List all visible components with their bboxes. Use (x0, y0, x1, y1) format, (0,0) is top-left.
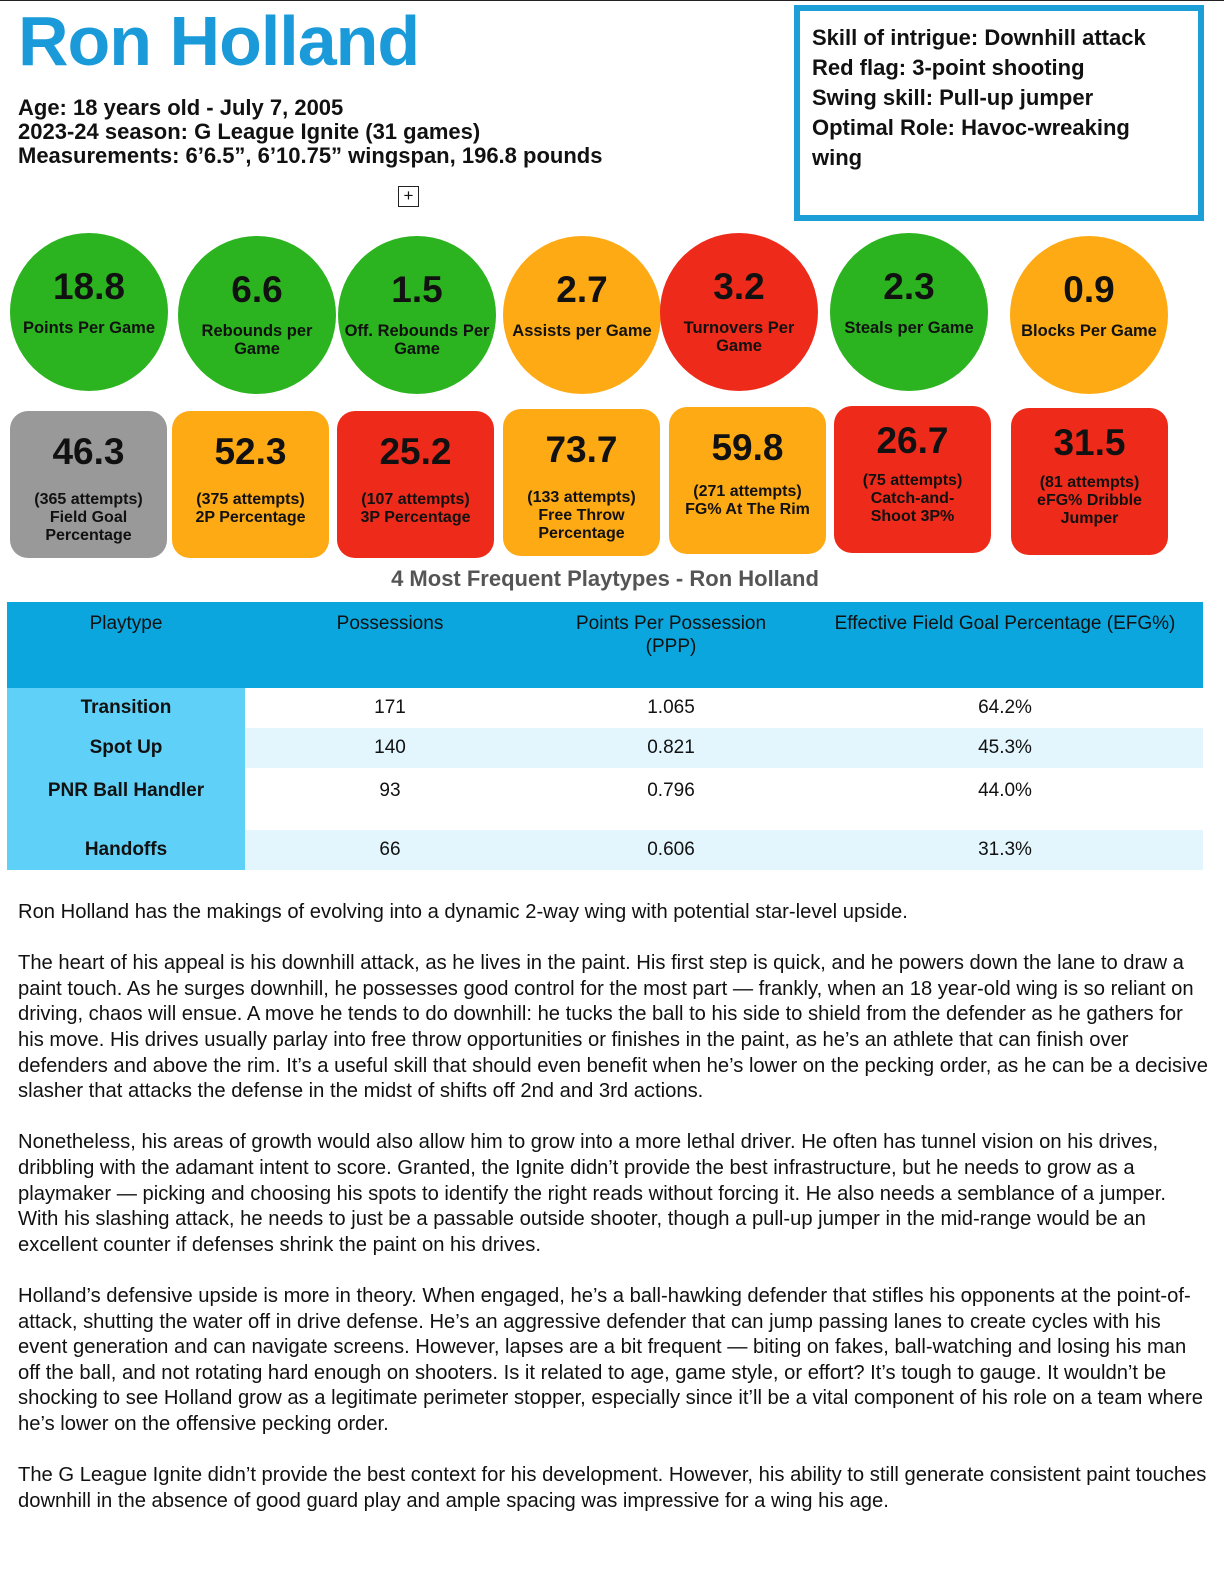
table-cell: Handoffs (7, 830, 245, 870)
table-cell: 0.821 (535, 728, 807, 768)
table-cell: 45.3% (807, 728, 1203, 768)
table-cell: Spot Up (7, 728, 245, 768)
stat-attempts: (81 attempts) (1039, 474, 1140, 491)
player-season: 2023-24 season: G League Ignite (31 games) (18, 119, 481, 144)
stat-value: 2.3 (883, 266, 935, 307)
plus-square-icon[interactable]: + (398, 186, 419, 207)
stat-value: 46.3 (52, 431, 125, 472)
stat-circle-steals (830, 233, 988, 391)
stat-value: 0.9 (1063, 269, 1115, 310)
stat-value: 1.5 (391, 269, 443, 310)
table-row (7, 830, 1203, 870)
stat-label: Blocks Per Game (1021, 322, 1157, 340)
stat-label (14, 491, 163, 545)
stat-label: Points Per Game (22, 319, 156, 337)
table-cell: 171 (374, 697, 406, 718)
scouting-report (18, 900, 1208, 1540)
table-header-row (7, 602, 1203, 688)
table-cell: 31.3% (807, 830, 1203, 870)
stat-tile-2p-pct (172, 411, 329, 558)
stat-attempts: (107 attempts) (361, 491, 470, 508)
stat-label (176, 491, 325, 527)
stat-circle-off-rebounds (338, 236, 496, 394)
stat-value: 31.5 (1053, 422, 1126, 463)
table-cell: 64.2% (978, 697, 1032, 718)
stat-label: Rebounds per Game (201, 322, 313, 358)
column-header: Points Per Possession (PPP) (535, 602, 807, 688)
skill-swing: Swing skill: Pull-up jumper (812, 85, 1094, 110)
report-paragraph: Nonetheless, his areas of growth would also allow him to grow into a more lethal driver. He often has tunnel vision on his drives, dribbling with the adamant intent to score. Granted, the Ignite didn’t provide the best infrastructure, but he needs to grow as a playmaker — picking and choosing his spots to identify the right reads without forcing it. He also needs a semblance of a jumper. With his slashing attack, he needs to just be a passable outside shooter, though a pull-up jumper in the mid-range would be an excellent counter if defenses shrink the paint on his drives. (18, 1131, 1166, 1256)
table-row (7, 688, 1203, 728)
stat-tile-dribble-jumper (1011, 408, 1168, 555)
stat-value: 26.7 (876, 420, 949, 461)
stat-label (341, 491, 490, 527)
column-header: Effective Field Goal Percentage (EFG%) (807, 602, 1203, 688)
table-cell: 140 (245, 728, 535, 768)
table-cell: 0.606 (535, 830, 807, 870)
stat-tile-fg-pct (10, 411, 167, 558)
report-paragraph: The G League Ignite didn’t provide the best context for his development. However, his ability to still generate consistent paint touches downhill in the absence of good guard play and ample spacing was impressive for a wing his age. (18, 1464, 1207, 1512)
stat-attempts: (271 attempts) (693, 483, 802, 500)
stat-circle-points (10, 233, 168, 391)
stat-attempts: (75 attempts) (862, 472, 963, 489)
stat-caption: 3P Percentage (360, 509, 471, 526)
skill-optimal-role: Optimal Role: Havoc-wreaking wing (812, 115, 1130, 170)
stat-label (1015, 474, 1164, 528)
stat-label: Assists per Game (512, 322, 652, 340)
player-name: Ron Holland (18, 2, 420, 80)
stat-label: Turnovers Per Game (683, 319, 795, 355)
stat-caption: 2P Percentage (195, 509, 306, 526)
stat-tile-3p-pct (337, 411, 494, 558)
table-cell: Transition (7, 688, 245, 728)
skills-box (794, 5, 1204, 221)
stat-value: 18.8 (52, 266, 125, 307)
stat-tile-catch-shoot (834, 406, 991, 553)
table-cell: 66 (245, 830, 535, 870)
table-cell: 44.0% (978, 780, 1032, 801)
table-row (7, 728, 1203, 768)
table-cell: PNR Ball Handler (7, 768, 245, 830)
column-header: Playtype (7, 602, 245, 688)
stat-circle-assists (503, 236, 661, 394)
player-bio (18, 96, 602, 168)
skill-intrigue: Skill of intrigue: Downhill attack (812, 25, 1146, 50)
playtypes-title: 4 Most Frequent Playtypes - Ron Holland (391, 566, 819, 591)
stat-caption: Free Throw Percentage (538, 507, 625, 542)
table-row (7, 768, 1203, 830)
stat-value: 3.2 (713, 266, 765, 307)
stat-attempts: (375 attempts) (196, 491, 305, 508)
stat-label: Steals per Game (844, 319, 974, 337)
stat-caption: FG% At The Rim (685, 501, 810, 518)
stat-tile-fg-at-rim (669, 407, 826, 554)
stat-label (507, 489, 656, 543)
stat-value: 6.6 (231, 269, 283, 310)
player-age: Age: 18 years old - July 7, 2005 (18, 95, 344, 120)
report-paragraph: Holland’s defensive upside is more in theory. When engaged, he’s a ball-hawking defender that stifles his opponents at the point-of-attack, shutting the water off in drive defense. He’s an aggressive defender that can jump passing lanes to create cycles with his event generation and can navigate screens. However, lapses are a bit frequent — biting on fakes, ball-watching and losing his man off the ball, and not rotating hard enough on shooters. Is it related to age, game style, or effort? It’s tough to gauge. It wouldn’t be shocking to see Holland grow as a legitimate perimeter stopper, especially since it’ll be a vital component of his role on a team where he’s lower on the offensive pecking order. (18, 1284, 1203, 1435)
stat-tile-ft-pct (503, 409, 660, 556)
stat-circle-turnovers (660, 233, 818, 391)
stat-value: 25.2 (379, 431, 452, 472)
report-paragraph: The heart of his appeal is his downhill attack, as he lives in the paint. His first step is quick, and he powers down the lane to draw a paint touch. As he surges downhill, he possesses good control for the most part — frankly, when an 18 year-old wing is so reliant on driving, chaos will ensue. A move he tends to do downhill: he tucks the ball to his side to shield from the defender as he gathers for his move. His drives usually parlay into free throw opportunities or finishes in the paint, as he’s an athlete that can finish over defenders and above the rim. It’s a useful skill that should even benefit when he’s lower on the pecking order, as he can be a decisive slasher that attacks the defense in the midst of shifts off 2nd and 3rd actions. (18, 952, 1208, 1103)
table-cell: 1.065 (647, 697, 695, 718)
stat-caption: Field Goal Percentage (45, 509, 132, 544)
player-measurements: Measurements: 6’6.5”, 6’10.75” wingspan, 196.8 pounds (18, 143, 603, 168)
report-paragraph: Ron Holland has the makings of evolving into a dynamic 2-way wing with potential star-level upside. (18, 901, 908, 923)
stat-label (673, 483, 822, 519)
stat-label: Off. Rebounds Per Game (344, 322, 490, 358)
stat-caption: eFG% Dribble Jumper (1037, 492, 1142, 527)
stat-attempts: (133 attempts) (527, 489, 636, 506)
stat-circle-rebounds (178, 236, 336, 394)
playtypes-table (7, 602, 1203, 870)
table-cell: 93 (379, 780, 401, 801)
stat-label (850, 472, 975, 526)
table-cell: 0.796 (647, 780, 695, 801)
stat-caption: Catch-and-Shoot 3P% (870, 490, 955, 525)
stat-value: 73.7 (545, 429, 618, 470)
stat-value: 59.8 (711, 427, 784, 468)
column-header: Possessions (245, 602, 535, 688)
skill-red-flag: Red flag: 3-point shooting (812, 55, 1085, 80)
stat-value: 2.7 (556, 269, 608, 310)
stat-circle-blocks (1010, 236, 1168, 394)
stat-value: 52.3 (214, 431, 287, 472)
stat-attempts: (365 attempts) (34, 491, 143, 508)
